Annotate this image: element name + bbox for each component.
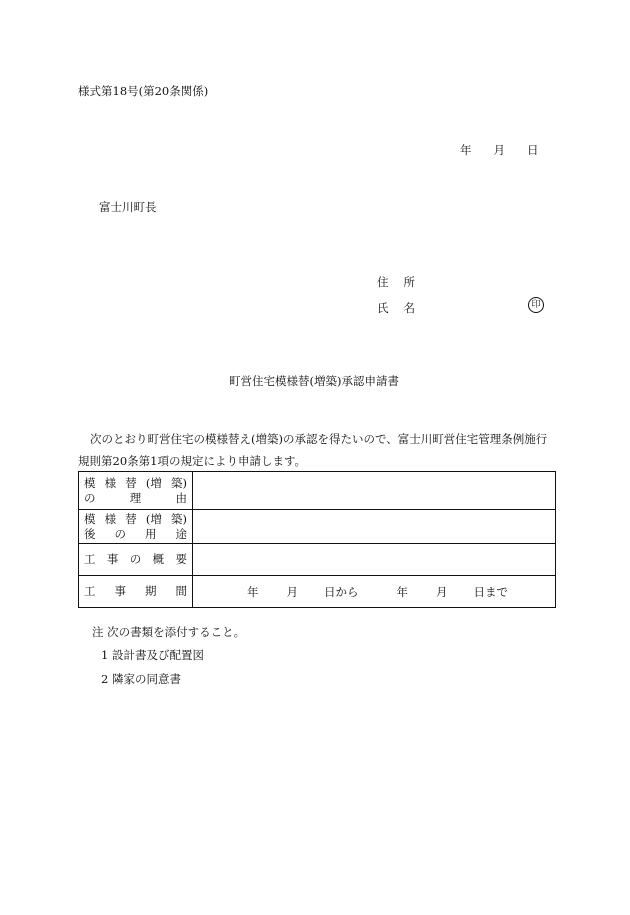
body-text: 次のとおり町営住宅の模様替え(増築)の承認を得たいので、富士川町営住宅管理条例施行規則第20条第1項の規定により申請します。 [78, 432, 548, 468]
note-heading: 注 次の書類を添付すること。 [92, 625, 246, 639]
note-item: 1 設計書及び配置図 [101, 648, 204, 662]
period-value[interactable] [193, 576, 556, 608]
document-title: 町営住宅模様替(増築)承認申請書 [229, 374, 399, 388]
table-row-period [79, 576, 556, 608]
end-year: 年 [396, 584, 408, 599]
table-row-reason [79, 472, 556, 510]
addressee: 富士川町長 [99, 200, 157, 214]
start-day: 日から [324, 584, 359, 599]
reason-label: 模 様 替 (増 築) の 理 由 [79, 472, 193, 510]
end-day: 日まで [473, 584, 508, 599]
application-table [78, 471, 556, 608]
usage-value[interactable] [193, 510, 556, 544]
period-label: 工 事 期 間 [79, 576, 193, 608]
date-day: 日 [527, 143, 539, 157]
start-month: 月 [286, 584, 298, 599]
table-row-overview [79, 544, 556, 576]
reason-value[interactable] [193, 472, 556, 510]
name-label: 氏名 [377, 301, 430, 315]
start-year: 年 [247, 584, 259, 599]
date-year: 年 [460, 143, 472, 157]
form-number: 様式第18号(第20条関係) [78, 84, 209, 98]
date-line [460, 142, 539, 158]
table-row-usage [79, 510, 556, 544]
date-month: 月 [493, 143, 505, 157]
overview-value[interactable] [193, 544, 556, 576]
note-item: 2 隣家の同意書 [101, 672, 181, 686]
end-month: 月 [436, 584, 448, 599]
overview-label: 工 事 の 概 要 [79, 544, 193, 576]
address-label: 住所 [377, 275, 430, 289]
usage-label: 模 様 替 (増 築) 後 の 用 途 [79, 510, 193, 544]
seal-mark: 印 [528, 297, 544, 313]
